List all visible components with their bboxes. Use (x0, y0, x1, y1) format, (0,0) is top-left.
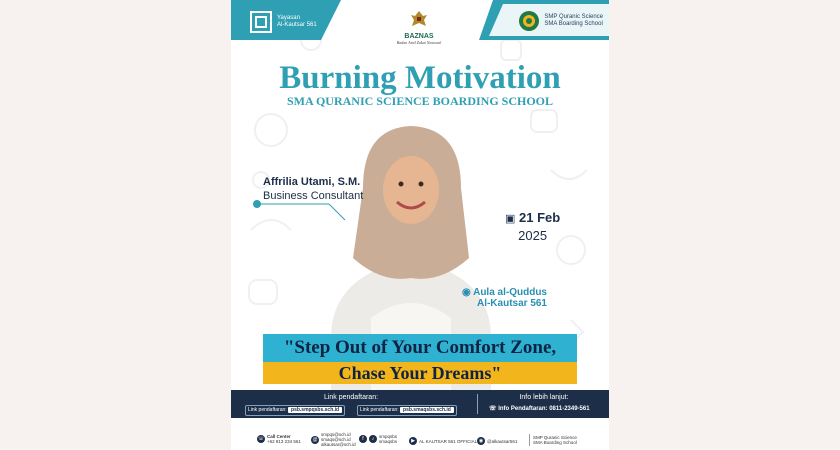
school-line2: SMA Boarding School (544, 21, 603, 27)
link-label: Link pendaftaran: (248, 407, 287, 413)
links-heading: Link pendaftaran: (323, 394, 379, 401)
tiktok-icon: ♪ (369, 435, 377, 443)
email-icon: @ (312, 436, 318, 443)
date-year: 2025 (518, 228, 548, 243)
event-poster (231, 0, 609, 450)
social-handle-1: smpqsbs (379, 434, 398, 439)
quote-line1: "Step Out of Your Comfort Zone, (263, 334, 577, 362)
baznas-logo (389, 10, 449, 45)
link-url-sma[interactable]: psb.smaqsbs.sch.id (400, 407, 454, 413)
registration-footer (231, 390, 609, 418)
email-2: smaqs@sch.id (321, 437, 351, 442)
link-url-smp[interactable]: psb.smpqsbs.sch.id (288, 407, 342, 413)
email-3: alkautsar@sch.id (321, 442, 356, 447)
instagram-account[interactable] (477, 437, 517, 445)
footer-divider (477, 394, 478, 414)
call-center[interactable] (257, 434, 301, 444)
social-handle-2: smaqsbs (379, 439, 398, 444)
quote-line2: Chase Your Dreams" (263, 362, 577, 384)
registration-link-sma[interactable] (357, 405, 457, 416)
baznas-name: BAZNAS (404, 33, 434, 40)
youtube-channel[interactable] (409, 437, 477, 445)
callcenter-number: +62 813 234 561 (267, 439, 301, 444)
location-pin-icon: ◉ (461, 287, 471, 298)
yayasan-line1: Yayasan (277, 15, 300, 21)
speaker-role: Business Consultant (263, 190, 364, 202)
footer-school-line1: SMP Quranic Science (533, 435, 577, 440)
instagram-handle: @alkautsar561 (487, 438, 518, 444)
school-name-footer (529, 434, 577, 446)
link-label: Link pendaftaran: (360, 407, 399, 413)
facebook-icon: f (359, 435, 367, 443)
speaker-name: Affrilia Utami, S.M. (263, 176, 361, 188)
event-subtitle: SMA QURANIC SCIENCE BOARDING SCHOOL (286, 94, 554, 108)
event-date (505, 210, 560, 243)
social-handles[interactable] (359, 434, 397, 444)
footer-school-line2: SMA Boarding School (533, 440, 577, 445)
yayasan-logo (249, 10, 317, 34)
school-logo (518, 10, 603, 32)
garuda-emblem-icon (410, 10, 428, 28)
school-line1: SMP Quranic Science (544, 14, 603, 20)
youtube-name: AL KAUTSAR 561 OFFICIAL (419, 438, 478, 444)
callcenter-label: Call Center (267, 434, 291, 439)
whatsapp-icon: ☏ (489, 406, 497, 412)
info-text: Info Pendaftaran: 0811-2349-561 (498, 406, 590, 412)
venue-line2: Al-Kautsar 561 (476, 298, 547, 309)
calendar-icon: ▣ (505, 213, 516, 225)
phone-icon: ☏ (257, 436, 265, 442)
contact-strip (231, 418, 609, 450)
speaker-pointer-line (251, 196, 351, 226)
info-heading: Info lebih lanjut: (519, 394, 569, 401)
yayasan-emblem-icon (249, 10, 273, 34)
registration-link-smp[interactable] (245, 405, 345, 416)
info-contact[interactable] (489, 405, 590, 412)
school-emblem-icon (518, 10, 540, 32)
email-contacts[interactable] (311, 432, 356, 447)
baznas-tagline: Badan Amil Zakat Nasional (396, 40, 442, 45)
date-day-month: 21 Feb (519, 210, 561, 225)
youtube-icon: ▶ (409, 437, 417, 445)
venue-line1: Aula al-Quddus (473, 287, 547, 298)
event-venue (453, 287, 547, 309)
event-title: Burning Motivation (279, 60, 561, 96)
yayasan-line2: Al-Kautsar 561 (277, 22, 317, 28)
email-1: smpqs@sch.id (321, 432, 351, 437)
instagram-icon: ◉ (478, 438, 484, 444)
